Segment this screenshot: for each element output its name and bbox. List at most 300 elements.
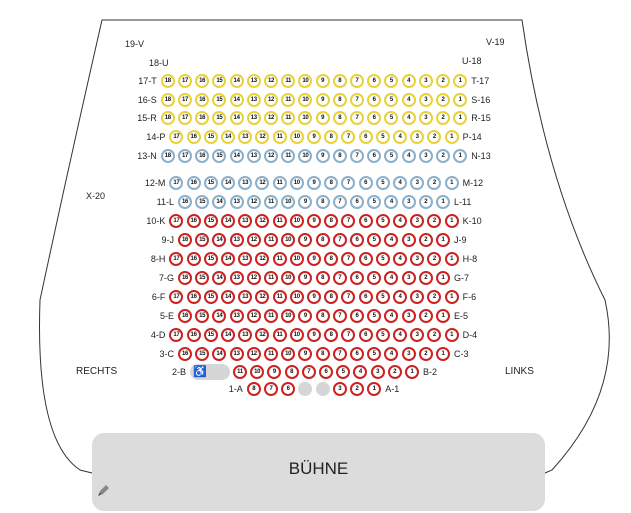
seat[interactable]: 2 [388, 365, 402, 379]
seat[interactable]: 16 [178, 233, 192, 247]
seat[interactable]: 7 [341, 130, 355, 144]
seat[interactable]: 10 [290, 290, 304, 304]
seat[interactable]: 2 [427, 290, 441, 304]
seat[interactable]: 17 [178, 111, 192, 125]
seat[interactable]: 9 [307, 130, 321, 144]
seat[interactable]: 15 [195, 233, 209, 247]
seat[interactable]: 12 [255, 252, 269, 266]
seat[interactable]: 3 [419, 93, 433, 107]
seat[interactable]: 7 [341, 290, 355, 304]
seat[interactable]: 3 [402, 233, 416, 247]
seat[interactable]: 16 [178, 347, 192, 361]
seat[interactable]: 15 [195, 271, 209, 285]
seat[interactable]: 6 [281, 382, 295, 396]
seat[interactable]: 1 [453, 111, 467, 125]
seat[interactable]: 12 [264, 74, 278, 88]
seat[interactable]: 11 [281, 93, 295, 107]
wheelchair-icon: ♿ [193, 366, 207, 378]
seat[interactable]: 11 [273, 252, 287, 266]
seat[interactable]: 14 [221, 252, 235, 266]
seat[interactable]: 7 [333, 309, 347, 323]
seat[interactable]: 1 [436, 347, 450, 361]
seat[interactable]: 15 [204, 176, 218, 190]
row-label-left: 6-F [151, 292, 166, 302]
seat[interactable]: 12 [247, 271, 261, 285]
seat[interactable]: 11 [264, 271, 278, 285]
seat[interactable]: 5 [376, 290, 390, 304]
seat[interactable]: 7 [350, 93, 364, 107]
seat[interactable]: 6 [350, 271, 364, 285]
seat[interactable]: 10 [298, 93, 312, 107]
seat[interactable]: 9 [307, 290, 321, 304]
row-label-left: 14-P [146, 132, 166, 142]
seat[interactable]: 3 [419, 74, 433, 88]
seat[interactable]: 7 [341, 252, 355, 266]
seat[interactable]: 3 [402, 271, 416, 285]
seat[interactable]: 10 [281, 271, 295, 285]
seat[interactable]: 4 [384, 195, 398, 209]
seat[interactable]: 8 [333, 74, 347, 88]
row-label-left: 4-D [150, 330, 166, 340]
seat[interactable]: 16 [187, 290, 201, 304]
seat[interactable]: 8 [333, 149, 347, 163]
seat[interactable]: 5 [376, 328, 390, 342]
seat[interactable]: 12 [247, 309, 261, 323]
seat[interactable]: 11 [273, 290, 287, 304]
seat[interactable]: 8 [324, 290, 338, 304]
seat[interactable]: 12 [255, 290, 269, 304]
seat[interactable]: 14 [212, 271, 226, 285]
seat[interactable]: 1 [445, 252, 459, 266]
seat[interactable]: 4 [393, 214, 407, 228]
seat[interactable]: 13 [238, 176, 252, 190]
seat[interactable]: 10 [290, 130, 304, 144]
seat[interactable]: 2 [436, 111, 450, 125]
seat[interactable]: 2 [427, 214, 441, 228]
row-label-right: L-11 [454, 197, 472, 207]
seat[interactable]: 7 [350, 111, 364, 125]
seat[interactable]: 10 [290, 214, 304, 228]
seat[interactable]: 11 [273, 328, 287, 342]
seat[interactable]: 7 [264, 382, 278, 396]
seat[interactable]: 12 [255, 130, 269, 144]
seat-unavailable [316, 382, 330, 396]
seat[interactable]: 8 [333, 111, 347, 125]
seat[interactable]: 15 [195, 309, 209, 323]
seat[interactable]: 4 [402, 111, 416, 125]
seat[interactable]: 2 [427, 328, 441, 342]
side-label-links: LINKS [505, 366, 534, 377]
seat[interactable]: 18 [161, 111, 175, 125]
seat[interactable]: 1 [453, 93, 467, 107]
seat[interactable]: 10 [298, 74, 312, 88]
seat[interactable]: 12 [255, 328, 269, 342]
seat[interactable]: 1 [445, 130, 459, 144]
seat[interactable]: 6 [319, 365, 333, 379]
seat[interactable]: 17 [178, 149, 192, 163]
seat[interactable]: 9 [298, 233, 312, 247]
seat[interactable]: 17 [169, 252, 183, 266]
seat[interactable]: 9 [298, 347, 312, 361]
seat[interactable]: 3 [402, 347, 416, 361]
seat[interactable]: 13 [230, 271, 244, 285]
seat[interactable]: 4 [393, 176, 407, 190]
row-label-left: 9-J [161, 235, 174, 245]
seat[interactable]: 10 [290, 252, 304, 266]
seat[interactable]: 9 [307, 328, 321, 342]
seat[interactable]: 14 [212, 347, 226, 361]
seat[interactable]: 11 [264, 233, 278, 247]
seat[interactable]: 11 [264, 347, 278, 361]
seat[interactable]: 1 [405, 365, 419, 379]
row-label-right: T-17 [471, 76, 490, 86]
seat[interactable]: 16 [187, 328, 201, 342]
seat[interactable]: 7 [333, 271, 347, 285]
seat[interactable]: 5 [367, 309, 381, 323]
seat[interactable]: 2 [419, 309, 433, 323]
seat[interactable]: 3 [410, 176, 424, 190]
seat[interactable]: 7 [333, 233, 347, 247]
seat[interactable]: 11 [273, 176, 287, 190]
row-label-right: J-9 [454, 235, 467, 245]
seat[interactable]: 13 [238, 252, 252, 266]
seat[interactable]: 7 [333, 195, 347, 209]
seat[interactable]: 13 [230, 347, 244, 361]
seat[interactable]: 1 [453, 149, 467, 163]
seat[interactable]: 9 [307, 214, 321, 228]
seat[interactable]: 13 [238, 328, 252, 342]
seat[interactable]: 6 [367, 93, 381, 107]
seat[interactable]: 14 [221, 214, 235, 228]
seat[interactable]: 8 [316, 233, 330, 247]
seat[interactable]: 4 [402, 93, 416, 107]
seat[interactable]: 1 [436, 271, 450, 285]
seat[interactable]: 12 [264, 111, 278, 125]
seat[interactable]: 16 [187, 176, 201, 190]
seat[interactable]: 14 [212, 309, 226, 323]
seat[interactable]: 6 [367, 111, 381, 125]
seat[interactable]: 5 [376, 176, 390, 190]
seat[interactable]: 12 [264, 93, 278, 107]
seat[interactable]: 10 [298, 149, 312, 163]
seat[interactable]: 15 [204, 290, 218, 304]
seat[interactable]: 8 [247, 382, 261, 396]
seat[interactable]: 13 [230, 309, 244, 323]
seat[interactable]: 2 [427, 252, 441, 266]
seat[interactable]: 3 [410, 328, 424, 342]
seat[interactable]: 5 [367, 347, 381, 361]
seat[interactable]: 12 [247, 347, 261, 361]
seat[interactable]: 18 [161, 93, 175, 107]
seat[interactable]: 4 [384, 233, 398, 247]
seat[interactable]: 13 [247, 149, 261, 163]
seat[interactable]: 17 [178, 93, 192, 107]
seat[interactable]: 16 [187, 214, 201, 228]
seat[interactable]: 8 [316, 309, 330, 323]
wheelchair-space[interactable] [190, 364, 230, 380]
seat[interactable]: 6 [350, 347, 364, 361]
seat[interactable]: 9 [307, 252, 321, 266]
seat[interactable]: 9 [267, 365, 281, 379]
seat[interactable]: 5 [367, 271, 381, 285]
seat[interactable]: 15 [204, 214, 218, 228]
seat[interactable]: 14 [221, 290, 235, 304]
row-label-right: C-3 [454, 349, 469, 359]
seat[interactable]: 3 [419, 111, 433, 125]
seat[interactable]: 10 [281, 309, 295, 323]
seat[interactable]: 1 [445, 328, 459, 342]
seat[interactable]: 15 [212, 111, 226, 125]
seat[interactable]: 6 [359, 214, 373, 228]
seat[interactable]: 9 [316, 93, 330, 107]
seat[interactable]: 18 [161, 149, 175, 163]
seat[interactable]: 6 [350, 309, 364, 323]
seat[interactable]: 9 [298, 271, 312, 285]
seat[interactable]: 2 [419, 271, 433, 285]
seat[interactable]: 9 [298, 309, 312, 323]
seat[interactable]: 3 [371, 365, 385, 379]
seat[interactable]: 15 [195, 195, 209, 209]
seat[interactable]: 17 [169, 130, 183, 144]
seat[interactable]: 16 [195, 74, 209, 88]
seat[interactable]: 10 [298, 111, 312, 125]
seat[interactable]: 13 [230, 195, 244, 209]
seat[interactable]: 13 [247, 74, 261, 88]
seat[interactable]: 1 [436, 233, 450, 247]
seat[interactable]: 3 [410, 130, 424, 144]
seat[interactable]: 17 [169, 328, 183, 342]
seat[interactable]: 11 [264, 195, 278, 209]
seat[interactable]: 16 [178, 309, 192, 323]
seat[interactable]: 4 [402, 149, 416, 163]
seat[interactable]: 11 [281, 149, 295, 163]
seat[interactable]: 6 [359, 252, 373, 266]
seat[interactable]: 8 [333, 93, 347, 107]
seat[interactable]: 5 [384, 74, 398, 88]
seat[interactable]: 14 [212, 233, 226, 247]
seat[interactable]: 8 [324, 176, 338, 190]
stage-label: BÜHNE [288, 459, 349, 478]
seat[interactable]: 13 [247, 93, 261, 107]
corner-row-label: X-20 [86, 191, 106, 201]
seat[interactable]: 17 [169, 214, 183, 228]
row-label-right: R-15 [471, 113, 491, 123]
seat[interactable]: 2 [436, 93, 450, 107]
seat[interactable]: 1 [367, 382, 381, 396]
seat[interactable]: 10 [281, 347, 295, 361]
seat[interactable]: 14 [221, 176, 235, 190]
seat[interactable]: 14 [230, 111, 244, 125]
seat[interactable]: 14 [230, 149, 244, 163]
seat[interactable]: 7 [302, 365, 316, 379]
seat[interactable]: 17 [169, 290, 183, 304]
seat[interactable]: 1 [453, 74, 467, 88]
seat[interactable]: 9 [316, 74, 330, 88]
seat[interactable]: 1 [445, 290, 459, 304]
seat[interactable]: 5 [384, 149, 398, 163]
seat[interactable]: 2 [427, 130, 441, 144]
seat[interactable]: 2 [419, 195, 433, 209]
seat[interactable]: 10 [290, 176, 304, 190]
seat[interactable]: 10 [250, 365, 264, 379]
seat[interactable]: 15 [212, 149, 226, 163]
seat[interactable]: 8 [324, 328, 338, 342]
row-label-left: 17-T [138, 76, 157, 86]
corner-row-label: V-19 [486, 37, 505, 47]
seat[interactable]: 15 [204, 328, 218, 342]
seat[interactable]: 8 [324, 214, 338, 228]
seat[interactable]: 6 [350, 195, 364, 209]
seat[interactable]: 14 [230, 74, 244, 88]
seat[interactable]: 6 [359, 290, 373, 304]
seat[interactable]: 16 [178, 195, 192, 209]
seat[interactable]: 4 [393, 290, 407, 304]
seat[interactable]: 13 [247, 111, 261, 125]
seat[interactable]: 18 [161, 74, 175, 88]
seat[interactable]: 7 [341, 176, 355, 190]
seat[interactable]: 13 [238, 130, 252, 144]
row-label-right: N-13 [471, 151, 491, 161]
seat[interactable]: 3 [402, 195, 416, 209]
seat[interactable]: 4 [384, 309, 398, 323]
seat[interactable]: 5 [336, 365, 350, 379]
seat[interactable]: 3 [402, 309, 416, 323]
seat[interactable]: 6 [350, 233, 364, 247]
seat[interactable]: 4 [393, 252, 407, 266]
seat[interactable]: 16 [187, 252, 201, 266]
seat[interactable]: 1 [436, 195, 450, 209]
seat[interactable]: 9 [307, 176, 321, 190]
seat[interactable]: 3 [410, 214, 424, 228]
seat[interactable]: 8 [316, 195, 330, 209]
seat[interactable]: 17 [169, 176, 183, 190]
seat[interactable]: 7 [333, 347, 347, 361]
row-label-left: 16-S [137, 95, 157, 105]
seat[interactable]: 14 [230, 93, 244, 107]
seat[interactable]: 7 [350, 74, 364, 88]
seat[interactable]: 6 [367, 149, 381, 163]
seat[interactable]: 4 [353, 365, 367, 379]
seat[interactable]: 11 [281, 111, 295, 125]
seat[interactable]: 12 [264, 149, 278, 163]
seat[interactable]: 8 [285, 365, 299, 379]
seat[interactable]: 3 [333, 382, 347, 396]
seat[interactable]: 1 [436, 309, 450, 323]
seat[interactable]: 5 [367, 195, 381, 209]
seat[interactable]: 14 [212, 195, 226, 209]
seat[interactable]: 2 [436, 74, 450, 88]
seat[interactable]: 9 [316, 149, 330, 163]
seat[interactable]: 17 [178, 74, 192, 88]
seat[interactable]: 8 [324, 252, 338, 266]
seat[interactable]: 15 [195, 347, 209, 361]
seat[interactable]: 2 [427, 176, 441, 190]
row-label-left: 13-N [137, 151, 157, 161]
seat[interactable]: 11 [273, 130, 287, 144]
seat[interactable]: 10 [281, 233, 295, 247]
seat[interactable]: 6 [367, 74, 381, 88]
row-label-left: 5-E [159, 311, 174, 321]
seat[interactable]: 10 [281, 195, 295, 209]
seat[interactable]: 15 [212, 93, 226, 107]
seat[interactable]: 3 [410, 290, 424, 304]
seat[interactable]: 11 [281, 74, 295, 88]
seat[interactable]: 4 [384, 271, 398, 285]
seat[interactable]: 3 [419, 149, 433, 163]
seat[interactable]: 13 [238, 290, 252, 304]
side-label-rechts: RECHTS [76, 366, 118, 377]
seat[interactable]: 13 [238, 214, 252, 228]
seat[interactable]: 2 [436, 149, 450, 163]
seat[interactable]: 8 [316, 347, 330, 361]
row-label-right: D-4 [462, 330, 478, 340]
seat[interactable]: 4 [393, 130, 407, 144]
seat[interactable]: 10 [290, 328, 304, 342]
seat[interactable]: 12 [247, 195, 261, 209]
row-label-right: P-14 [462, 132, 482, 142]
row-label-right: S-16 [471, 95, 491, 105]
seat[interactable]: 15 [204, 130, 218, 144]
seat[interactable]: 12 [247, 233, 261, 247]
seat[interactable]: 15 [204, 252, 218, 266]
seat[interactable]: 8 [316, 271, 330, 285]
seat[interactable]: 4 [384, 347, 398, 361]
seat[interactable]: 16 [195, 149, 209, 163]
row-label-right: M-12 [462, 178, 484, 188]
seat[interactable]: 5 [384, 111, 398, 125]
seat[interactable]: 2 [419, 233, 433, 247]
seat[interactable]: 12 [255, 214, 269, 228]
seat[interactable]: 2 [419, 347, 433, 361]
seat[interactable]: 5 [376, 214, 390, 228]
seat[interactable]: 5 [367, 233, 381, 247]
seat[interactable]: 6 [359, 328, 373, 342]
seat[interactable]: 11 [233, 365, 247, 379]
seat[interactable]: 15 [212, 74, 226, 88]
seat[interactable]: 7 [341, 214, 355, 228]
seat[interactable]: 1 [445, 176, 459, 190]
seat[interactable]: 8 [324, 130, 338, 144]
seat[interactable]: 5 [384, 93, 398, 107]
seat[interactable]: 11 [273, 214, 287, 228]
seat[interactable]: 7 [350, 149, 364, 163]
seat[interactable]: 13 [230, 233, 244, 247]
seat[interactable]: 16 [195, 111, 209, 125]
seat[interactable]: 2 [350, 382, 364, 396]
seat[interactable]: 5 [376, 252, 390, 266]
seat[interactable]: 11 [264, 309, 278, 323]
seat[interactable]: 9 [298, 195, 312, 209]
seat[interactable]: 4 [393, 328, 407, 342]
seat[interactable]: 6 [359, 130, 373, 144]
seat[interactable]: 16 [178, 271, 192, 285]
seat[interactable]: 1 [445, 214, 459, 228]
seat[interactable]: 6 [359, 176, 373, 190]
seat[interactable]: 16 [195, 93, 209, 107]
seat[interactable]: 12 [255, 176, 269, 190]
seat[interactable]: 4 [402, 74, 416, 88]
seat[interactable]: 9 [316, 111, 330, 125]
seat[interactable]: 7 [341, 328, 355, 342]
seat[interactable]: 5 [376, 130, 390, 144]
seat[interactable]: 14 [221, 130, 235, 144]
row-label-left: 11-L [156, 197, 174, 207]
seat[interactable]: 16 [187, 130, 201, 144]
seat[interactable]: 14 [221, 328, 235, 342]
row-label-right: E-5 [454, 311, 469, 321]
row-label-left: 12-M [144, 178, 166, 188]
seat[interactable]: 3 [410, 252, 424, 266]
